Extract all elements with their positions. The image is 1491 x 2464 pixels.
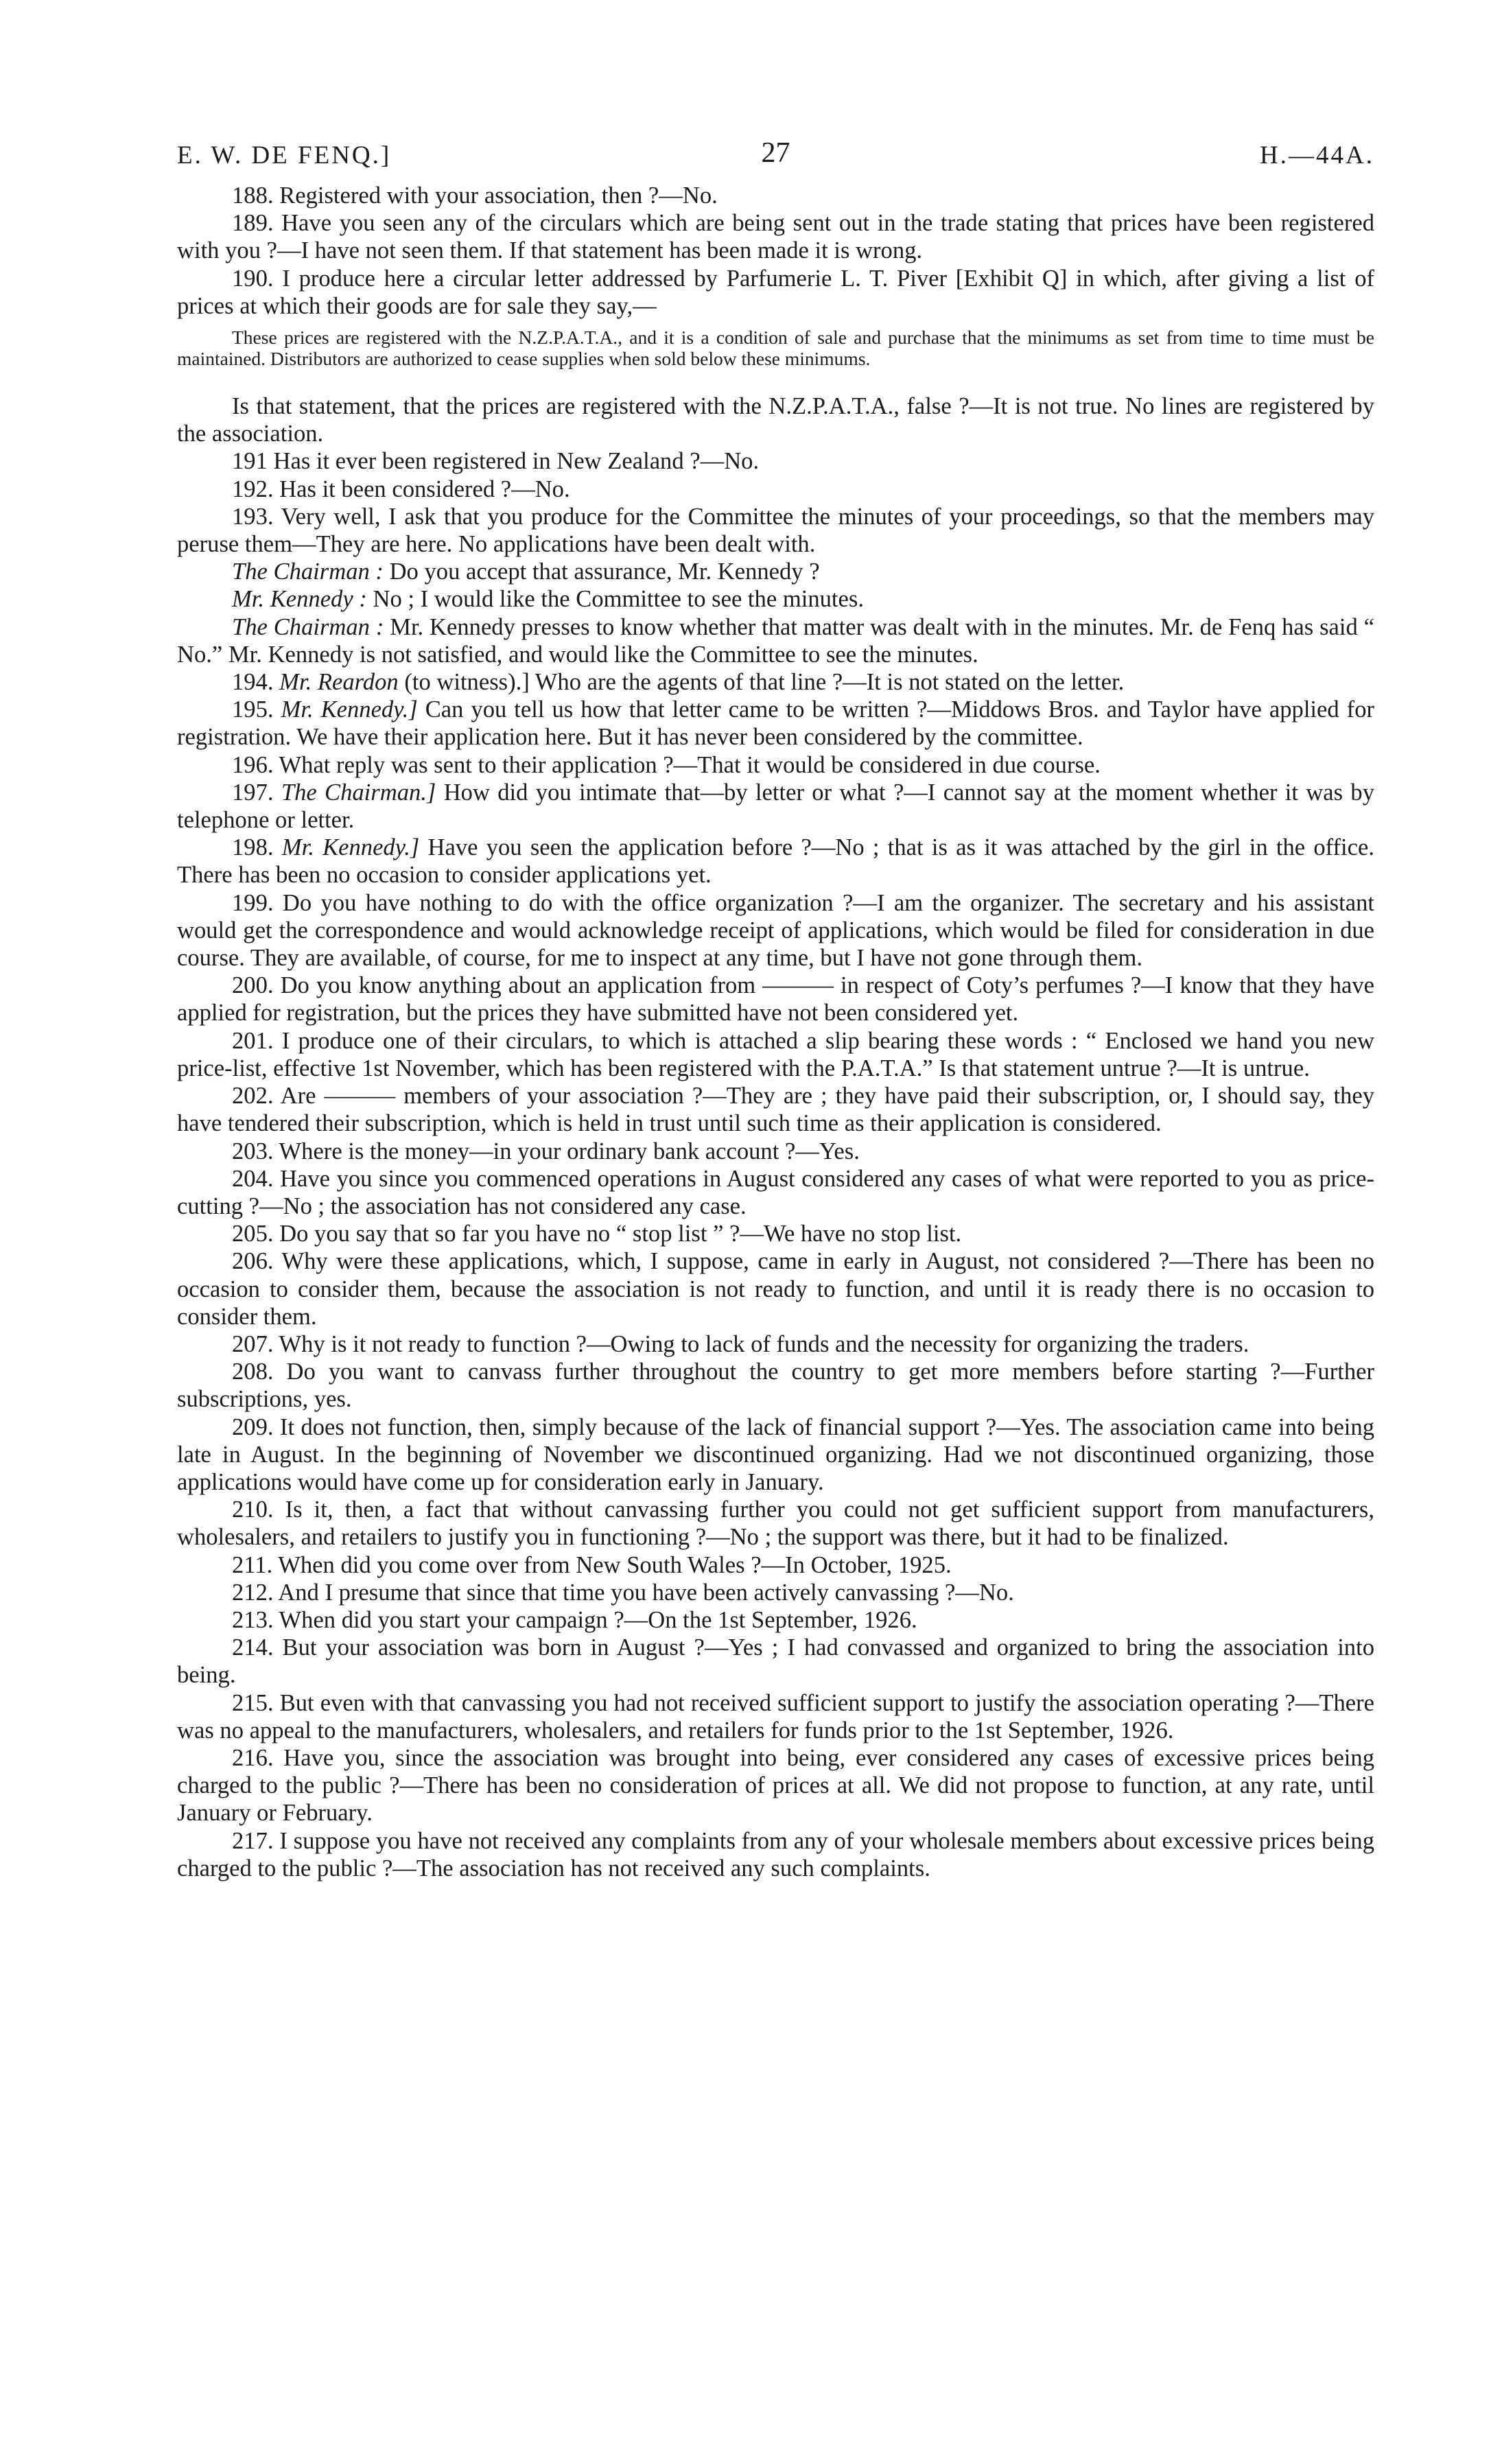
question-193: 193. Very well, I ask that you produce for the Committee the minutes of your proceedings, so that the members may peruse them—They are here. No applications have been dealt with. — [177, 503, 1374, 558]
question-198 — [177, 834, 1374, 889]
question-213: 213. When did you start your campaign ?—On the 1st September, 1926. — [232, 1606, 917, 1633]
question-text: Have you seen the application before ?—No ; that is as it was attached by the girl in the office. There has been no occasion to consider applications yet. — [177, 834, 1375, 889]
question-217: 217. I suppose you have not received any complaints from any of your wholesale members about excessive prices being charged to the public ?—The association has not received any such complaints. — [177, 1827, 1374, 1881]
speaker-label: The Chairman : — [232, 559, 384, 585]
speaker-label: Mr. Kennedy.] — [281, 834, 420, 861]
speaker-label: Mr. Kennedy.] — [281, 696, 418, 723]
question-text: How did you intimate that—by letter or what ?—I cannot say at the moment whether it was by telephone or letter. — [177, 779, 1375, 834]
question-192: 192. Has it been considered ?—No. — [232, 476, 570, 502]
question-215: 215. But even with that canvassing you had not received sufficient support to justify the association operating ?—There was no appeal to the manufacturers, wholesalers, and retailers for funds prior to the 1st September, 1926. — [177, 1689, 1374, 1744]
question-203: 203. Where is the money—in your ordinary bank account ?—Yes. — [232, 1138, 860, 1164]
speaker-label: Mr. Reardon — [279, 669, 399, 696]
kennedy-remark-1 — [177, 585, 1374, 613]
question-210: 210. Is it, then, a fact that without canvassing further you could not get sufficient support from manufacturers, wholesalers, and retailers to justify you in functioning ?—No ; the support was there, but it had to be finalized. — [177, 1497, 1374, 1551]
document-reference: H.—44A. — [1260, 141, 1374, 169]
question-207: 207. Why is it not ready to function ?—Owing to lack of funds and the necessity for organizing the traders. — [232, 1330, 1249, 1357]
question-200: 200. Do you know anything about an application from ——— in respect of Coty’s perfumes ?—I know that they have applied for registration, but the prices they have submitted have not been considered yet. — [177, 972, 1374, 1026]
chairman-remark-1 — [177, 558, 1374, 585]
speaker-label: The Chairman : — [232, 613, 384, 640]
speaker-label: The Chairman.] — [281, 779, 436, 806]
question-number: 197. — [232, 779, 281, 806]
question-209: 209. It does not function, then, simply because of the lack of financial support ?—Yes. The association came into being late in August. In the beginning of November we discontinued organizing. Had we not discontinued organizing, those applications would have come up for consideration early in January. — [177, 1413, 1374, 1495]
question-188: 188. Registered with your association, then ?—No. — [232, 183, 718, 209]
remark-text: Do you accept that assurance, Mr. Kennedy ? — [383, 559, 820, 585]
question-196: 196. What reply was sent to their application ?—That it would be considered in due course. — [232, 751, 1101, 778]
document-page — [177, 137, 1375, 1882]
question-195 — [177, 696, 1374, 751]
question-199: 199. Do you have nothing to do with the office organization ?—I am the organizer. The secretary and his assistant would get the correspondence and would acknowledge receipt of applications, which would be filed for consideration in due course. They are available, of course, for me to inspect at any time, but I have not gone through them. — [177, 889, 1374, 972]
question-190-followup: Is that statement, that the prices are registered with the N.Z.P.A.T.A., false ?—It is not true. No lines are registered by the association. — [177, 393, 1374, 447]
question-211: 211. When did you come over from New South Wales ?—In October, 1925. — [232, 1551, 952, 1578]
question-190: 190. I produce here a circular letter addressed by Parfumerie L. T. Piver [Exhibit Q] in which, after giving a list of prices at which their goods are for sale they say,— — [177, 265, 1374, 319]
question-208: 208. Do you want to canvass further throughout the country to get more members before starting ?—Further subscriptions, yes. — [177, 1359, 1374, 1413]
question-number: 195. — [232, 696, 281, 723]
speaker-label: Mr. Kennedy : — [232, 586, 367, 613]
question-197 — [177, 779, 1374, 834]
page-header — [177, 137, 1374, 182]
evidence-text-continued — [177, 392, 1374, 1882]
page-number: 27 — [761, 137, 790, 169]
quoted-circular-text: These prices are registered with the N.Z.P.A.T.A., and it is a condition of sale and purchase that the minimums as set from time to time must be maintained. Distributors are authorized to cease supplies when sold below these minimums. — [177, 327, 1374, 370]
question-216: 216. Have you, since the association was brought into being, ever considered any cases of excessive prices being charged to the public ?—There has been no consideration of prices at all. We did not propose to function, at any rate, until January or February. — [177, 1744, 1374, 1827]
remark-text: Mr. Kennedy presses to know whether that matter was dealt with in the minutes. Mr. de Fenq has said “ No.” Mr. Kennedy is not satisfied, and would like the Committee to see the minutes. — [177, 613, 1374, 668]
question-194 — [177, 668, 1374, 696]
question-214: 214. But your association was born in August ?—Yes ; I had convassed and organized to bring the association into being. — [177, 1634, 1374, 1689]
header-witness: E. W. DE FENQ.] — [177, 141, 392, 169]
question-204: 204. Have you since you commenced operations in August considered any cases of what were reported to you as price-cutting ?—No ; the association has not considered any case. — [177, 1165, 1374, 1219]
question-212: 212. And I presume that since that time you have been actively canvassing ?—No. — [232, 1579, 1014, 1606]
question-number: 194. — [232, 669, 280, 696]
question-189: 189. Have you seen any of the circulars which are being sent out in the trade stating that prices have been registered with you ?—I have not seen them. If that statement has been made it is wrong. — [177, 210, 1374, 264]
question-202: 202. Are ——— members of your association ?—They are ; they have paid their subscription, or, I should say, they have tendered their subscription, which is held in trust until such time as their application is considered. — [177, 1083, 1374, 1137]
remark-text: No ; I would like the Committee to see the minutes. — [366, 586, 864, 613]
question-text: (to witness).] Who are the agents of that line ?—It is not stated on the letter. — [398, 669, 1125, 696]
quoted-circular — [177, 327, 1374, 369]
question-206: 206. Why were these applications, which, I suppose, came in early in August, not considered ?—There has been no occasion to consider them, because the association is not ready to function, and until it is ready there is no occasion to consider them. — [177, 1248, 1374, 1330]
chairman-remark-2 — [177, 613, 1374, 668]
question-191: 191 Has it ever been registered in New Zealand ?—No. — [232, 448, 760, 475]
question-number: 198. — [232, 834, 282, 861]
question-201: 201. I produce one of their circulars, to which is attached a slip bearing these words : “ Enclosed we hand you new price-list, effective 1st November, which has been registered with the P.A.T.A.” Is that statement untrue ?—It is untrue. — [177, 1027, 1374, 1081]
question-text: Can you tell us how that letter came to be written ?—Middows Bros. and Taylor have applied for registration. We have their application here. But it has never been considered by the committee. — [177, 696, 1374, 751]
question-205: 205. Do you say that so far you have no “ stop list ” ?—We have no stop list. — [232, 1221, 962, 1247]
evidence-text — [177, 182, 1374, 320]
